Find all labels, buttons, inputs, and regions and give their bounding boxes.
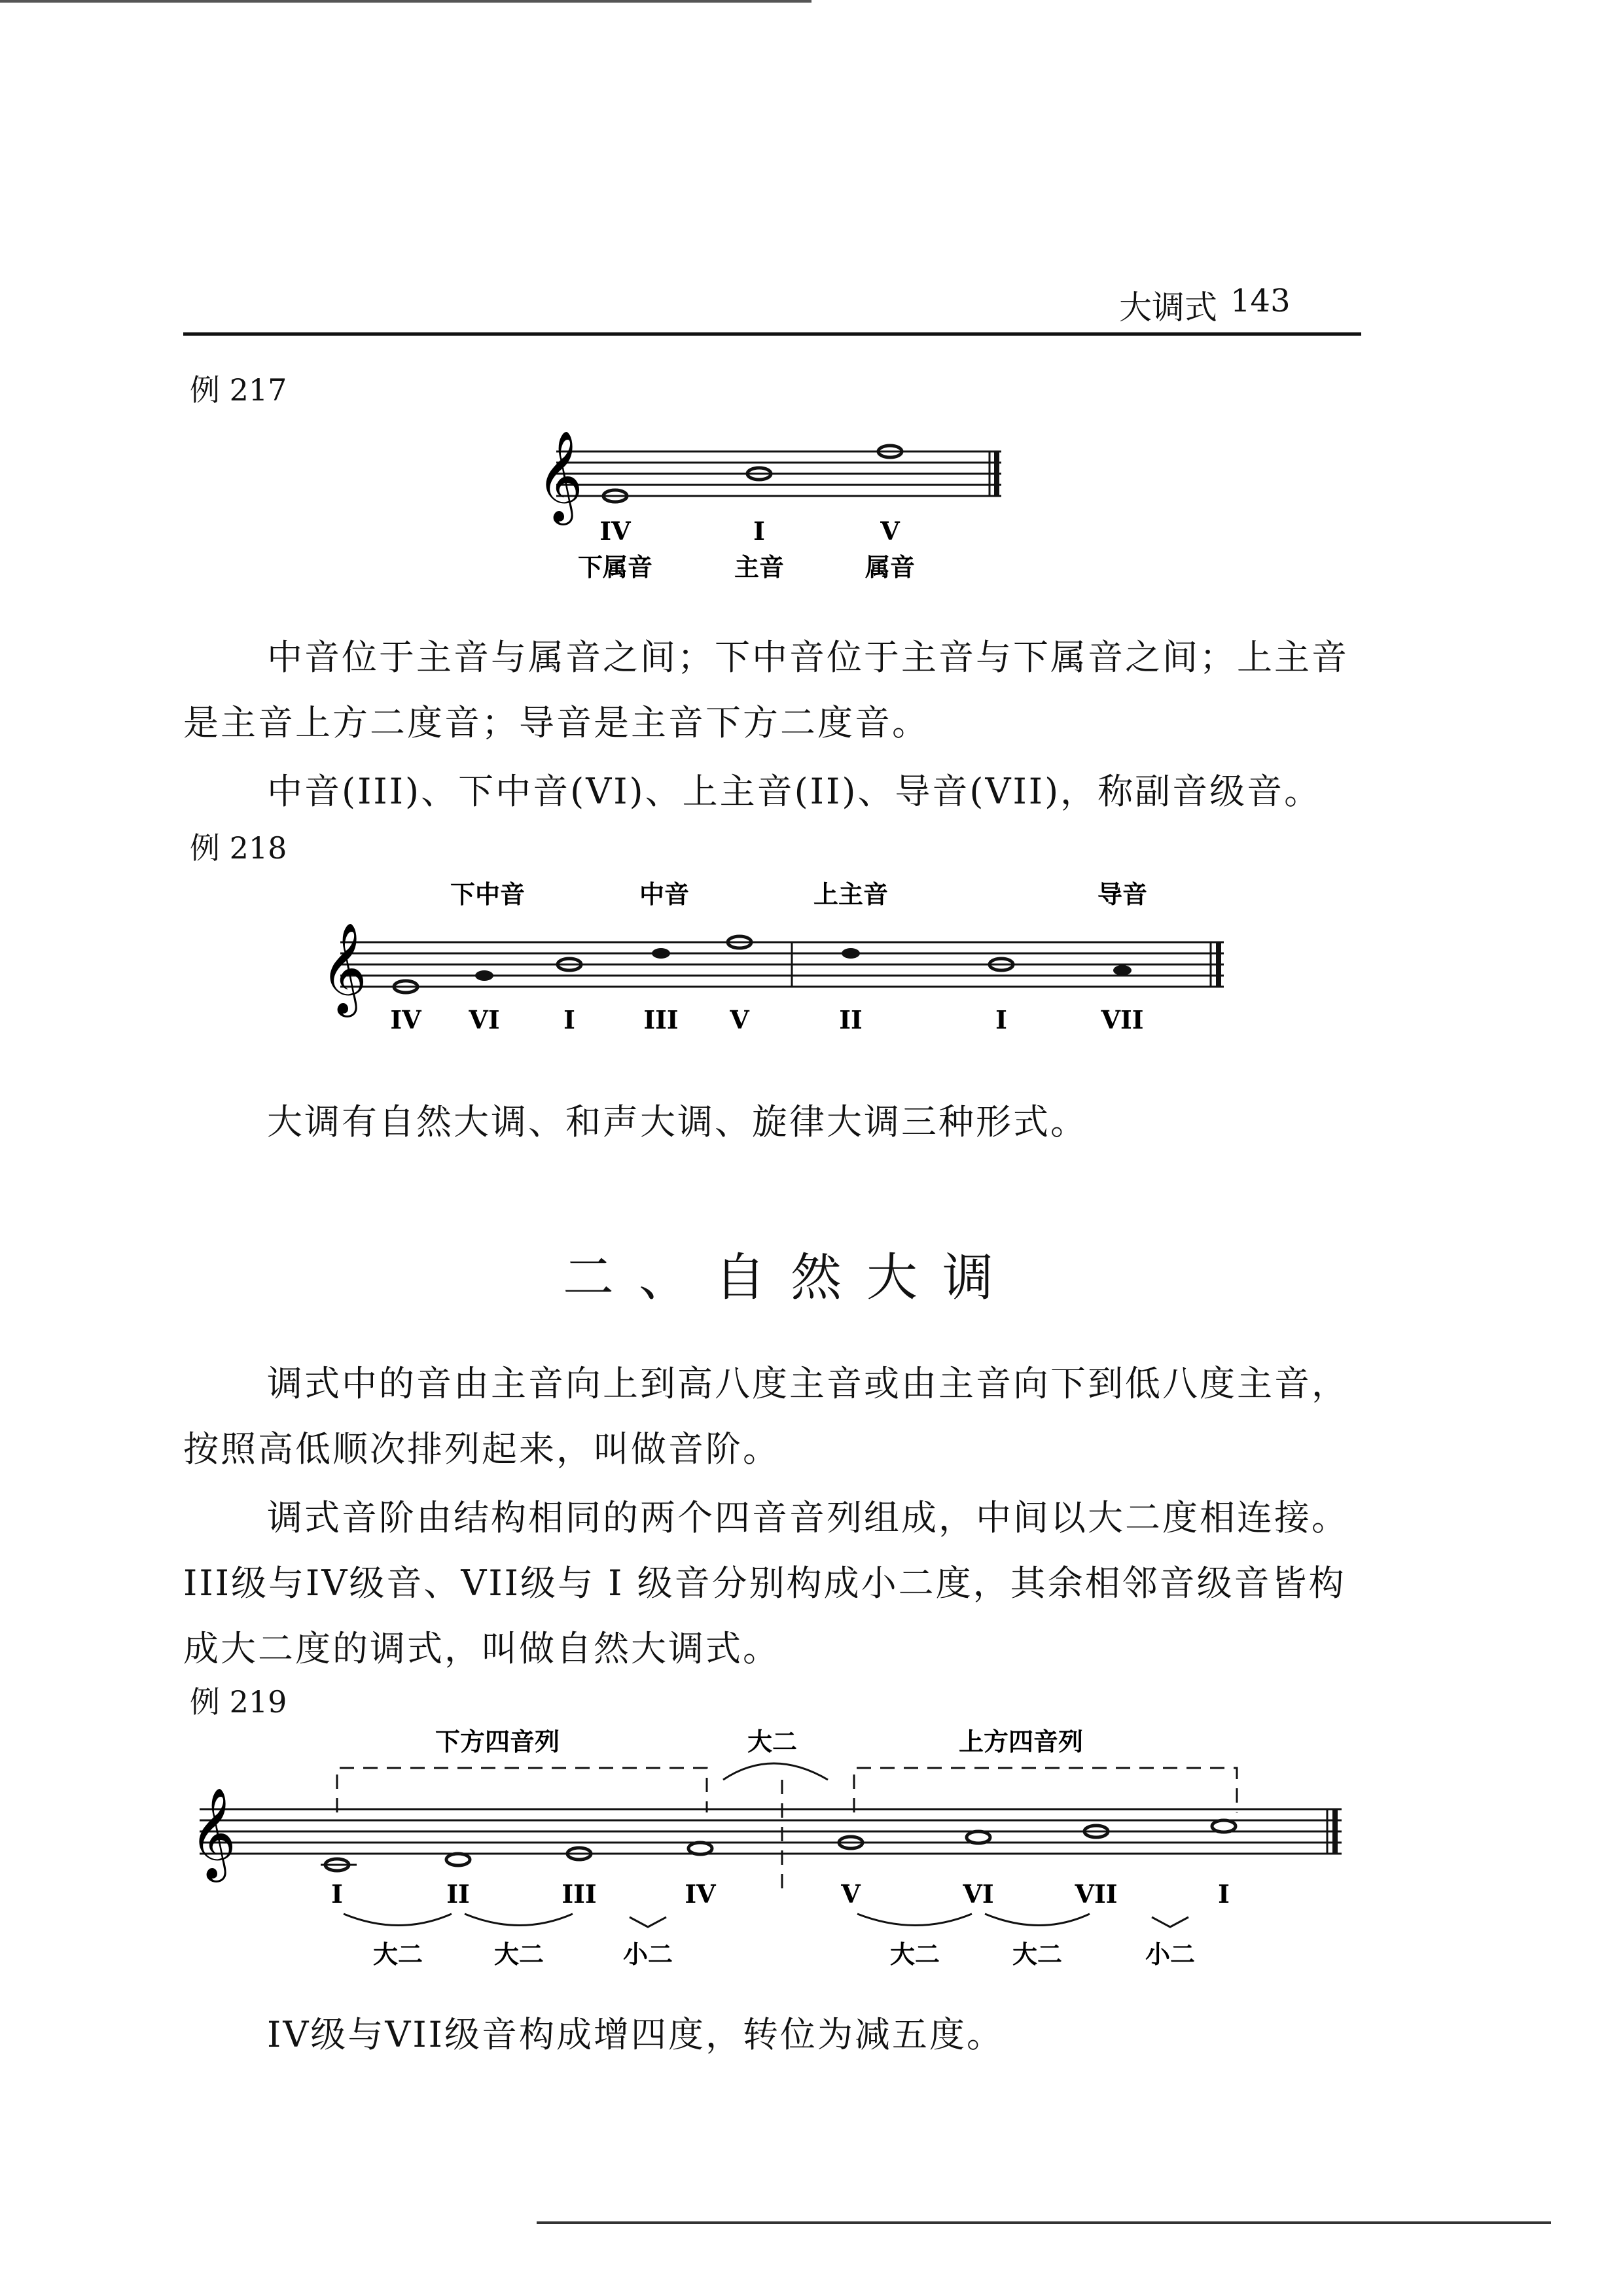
bottom-scan-rule (537, 2221, 1551, 2224)
interval-label: 大二 (493, 1939, 544, 1969)
degree-label: II (446, 1879, 470, 1909)
degree-label: I (563, 1005, 575, 1034)
degree-name: 下属音 (577, 552, 653, 582)
degree-label: IV (599, 516, 631, 546)
section-title: 二、自然大调 (563, 1248, 1019, 1307)
treble-clef-icon: 𝄞 (321, 923, 367, 1014)
degree-label: IV (685, 1879, 716, 1909)
group-label: 上方四音列 (958, 1727, 1084, 1756)
treble-clef-icon: 𝄞 (190, 1788, 236, 1879)
degree-label: III (562, 1879, 597, 1909)
paragraph: 中音(III)、下中音(VI)、上主音(II)、导音(VII)，称副音级音。 (267, 771, 1322, 812)
example-218-staff (308, 870, 1257, 1040)
paragraph: 大调有自然大调、和声大调、旋律大调三种形式。 (267, 1101, 1088, 1142)
running-header-title: 大调式 (1119, 289, 1217, 327)
degree-name: 属音 (865, 552, 916, 582)
top-edge-rule (0, 0, 812, 3)
treble-clef-icon: 𝄞 (537, 431, 583, 521)
paragraph: 调式音阶由结构相同的两个四音音列组成，中间以大二度相连接。III级与IV级音、VII级与 I 级音分别构成小二度，其余相邻音级音皆构成大二度的调式，叫做自然大调式。 (183, 1497, 1349, 1669)
example-219-staff (190, 1721, 1361, 1969)
group-label: 下方四音列 (435, 1727, 560, 1756)
degree-label: V (730, 1005, 749, 1034)
interval-label: 小二 (1145, 1939, 1196, 1969)
paragraph: 调式中的音由主音向上到高八度主音或由主音向下到低八度主音，按照高低顺次排列起来，叫做音阶。 (183, 1363, 1349, 1470)
degree-label: VI (469, 1005, 500, 1034)
page-number: 143 (1230, 283, 1291, 319)
degree-name: 导音 (1097, 879, 1148, 909)
interval-label: 大二 (889, 1939, 940, 1969)
example-218-label: 例 218 (190, 830, 287, 866)
degree-label: I (995, 1005, 1007, 1034)
degree-name: 上主音 (813, 879, 889, 909)
degree-name: 中音 (639, 879, 690, 909)
paragraph: 中音位于主音与属音之间；下中音位于主音与下属音之间；上主音是主音上方二度音；导音是主音下方二度音。 (183, 637, 1349, 743)
degree-name: 下中音 (450, 879, 526, 909)
example-219-label: 例 219 (190, 1684, 287, 1720)
example-217-label: 例 217 (190, 372, 287, 408)
degree-label: VI (963, 1879, 994, 1909)
degree-label: II (839, 1005, 863, 1034)
degree-label: I (1218, 1879, 1230, 1909)
degree-label: V (841, 1879, 861, 1909)
example-217-staff (517, 419, 1014, 595)
degree-label: VII (1101, 1005, 1144, 1034)
degree-label: VII (1075, 1879, 1118, 1909)
interval-label: 大二 (372, 1939, 423, 1969)
degree-label: I (753, 516, 765, 546)
degree-label: IV (390, 1005, 421, 1034)
degree-label: I (331, 1879, 343, 1909)
degree-label: V (880, 516, 900, 546)
interval-label: 小二 (622, 1939, 673, 1969)
paragraph: IV级与VII级音构成增四度，转位为减五度。 (267, 2014, 1004, 2055)
degree-name: 主音 (734, 552, 785, 582)
group-label: 大二 (747, 1727, 798, 1756)
header-rule (183, 332, 1361, 336)
interval-label: 大二 (1012, 1939, 1063, 1969)
degree-label: III (643, 1005, 679, 1034)
